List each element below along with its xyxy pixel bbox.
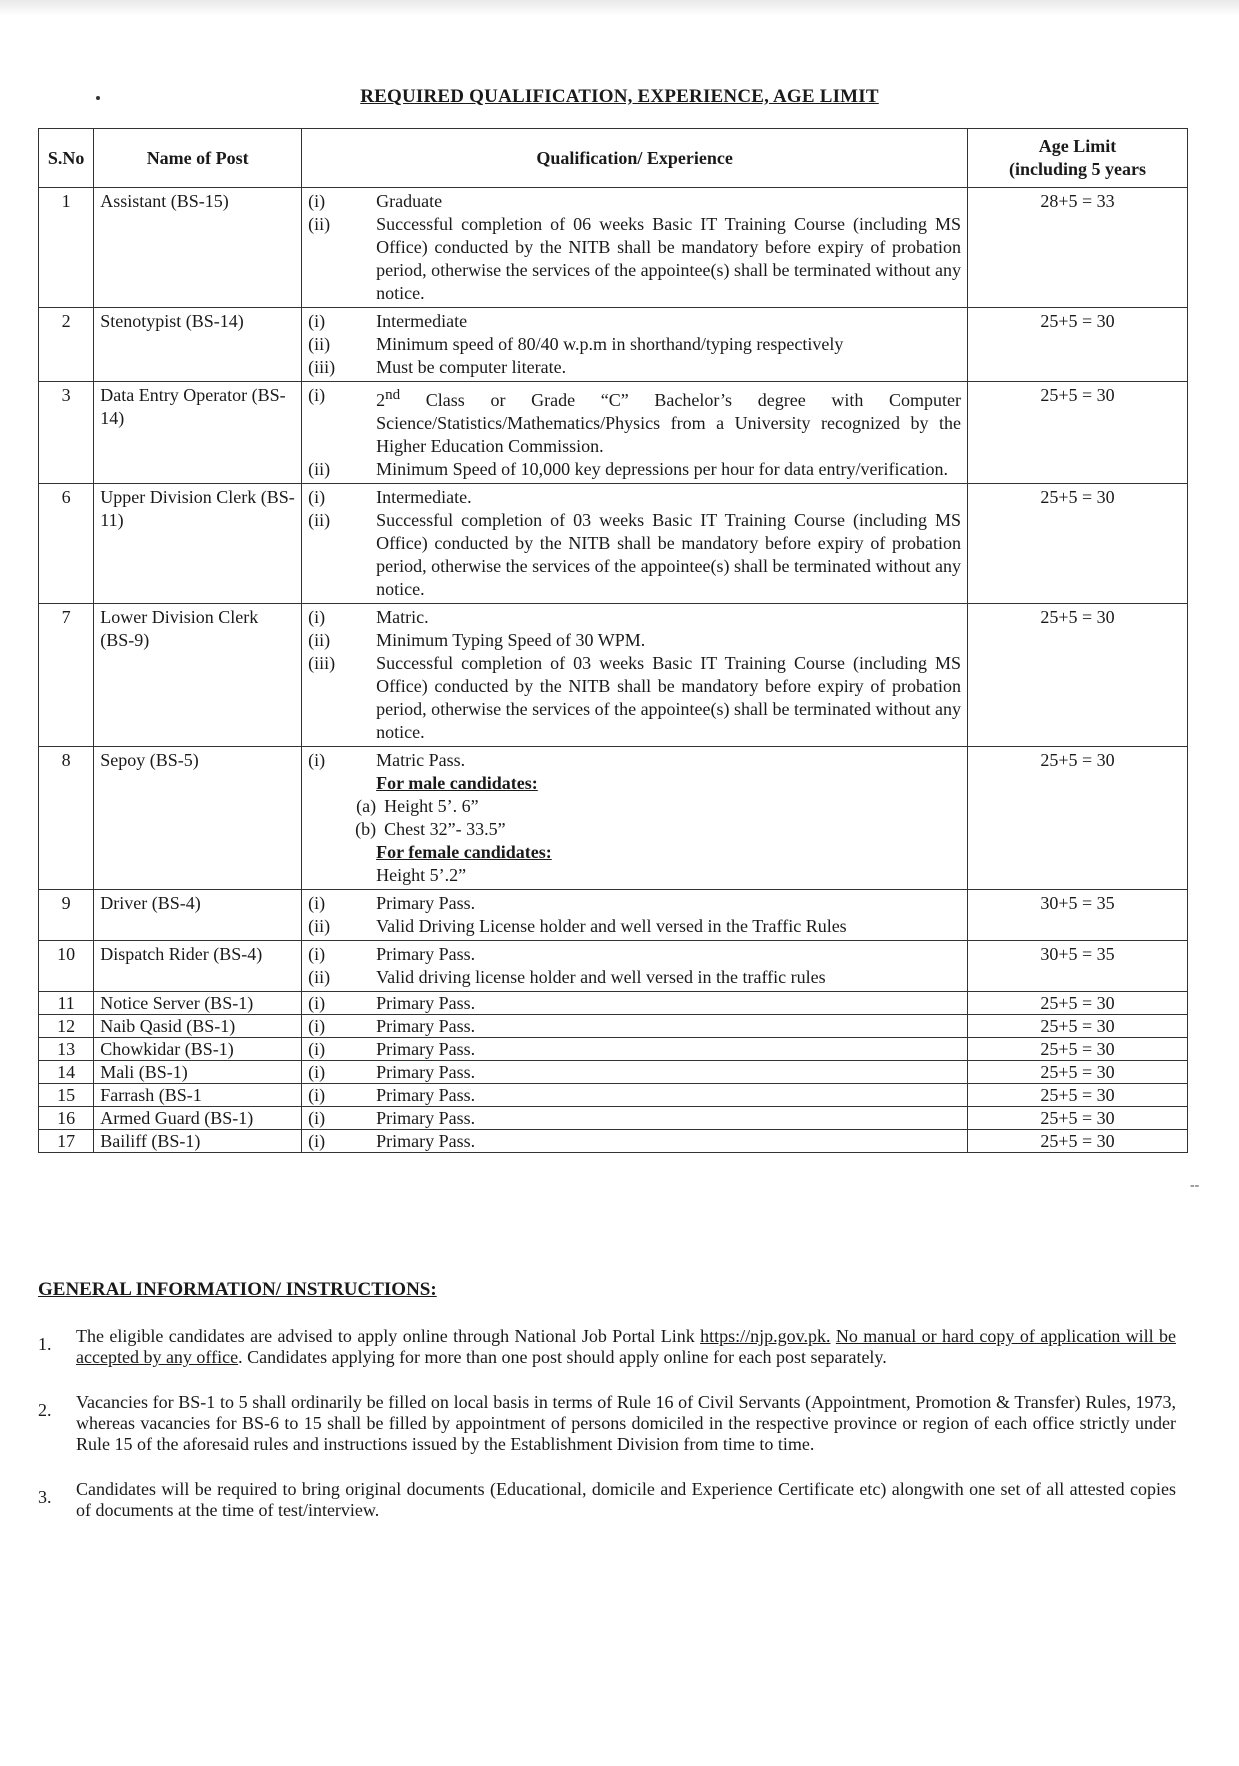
qualification-text: Intermediate xyxy=(376,311,468,331)
row-sno: 9 xyxy=(39,890,94,941)
row-sno: 16 xyxy=(39,1107,94,1130)
general-info-item xyxy=(38,1392,1176,1455)
qualification-marker: (i) xyxy=(308,750,326,770)
row-qualification xyxy=(302,890,968,941)
male-requirement-marker: (a) xyxy=(356,796,377,816)
qualification-text-rest: Class or Grade “C” Bachelor’s degree with Computer Science/Statistics/Mathematics/Physics from a University recognized by the Higher Education Commission. xyxy=(376,390,962,456)
row-age-limit: 25+5 = 30 xyxy=(968,604,1188,747)
table-row xyxy=(39,1038,1188,1061)
item-text-post: . Candidates applying for more than one post should apply online for each post separately. xyxy=(238,1347,887,1367)
qualification-text: Successful completion of 03 weeks Basic IT Training Course (including MS Office) conducted by the NITB shall be mandatory before expiry of probation period, otherwise the services of the appointee(s) shall be terminated without any notice. xyxy=(376,510,962,599)
qualification-marker: (i) xyxy=(308,1085,326,1105)
qualification-line xyxy=(308,356,961,379)
general-info-list xyxy=(38,1326,1176,1545)
scan-edge xyxy=(0,0,1239,16)
row-post-name: Armed Guard (BS-1) xyxy=(94,1107,302,1130)
row-sno: 7 xyxy=(39,604,94,747)
row-qualification xyxy=(302,1130,968,1153)
header-age-line1: Age Limit xyxy=(1038,136,1117,156)
row-post-name: Sepoy (BS-5) xyxy=(94,747,302,890)
qualification-text: Graduate xyxy=(376,191,443,211)
qualification-marker: (i) xyxy=(308,1062,326,1082)
row-sno: 17 xyxy=(39,1130,94,1153)
male-requirement-marker: (b) xyxy=(355,819,377,839)
qualification-marker: (i) xyxy=(308,1131,326,1151)
row-post-name: Dispatch Rider (BS-4) xyxy=(94,941,302,992)
row-qualification xyxy=(302,484,968,604)
qualification-marker: (ii) xyxy=(308,459,331,479)
row-post-name: Lower Division Clerk (BS-9) xyxy=(94,604,302,747)
item-number: 1. xyxy=(38,1334,52,1354)
row-age-limit: 30+5 = 35 xyxy=(968,890,1188,941)
qualification-line xyxy=(308,1039,961,1059)
male-requirement-text: Height 5’. 6” xyxy=(384,796,479,816)
qualification-line xyxy=(308,1131,961,1151)
header-qualification: Qualification/ Experience xyxy=(302,129,968,188)
qualification-marker: (i) xyxy=(308,385,326,405)
qualification-marker: (i) xyxy=(308,191,326,211)
qualification-marker: (i) xyxy=(308,944,326,964)
row-sno: 1 xyxy=(39,188,94,308)
header-post: Name of Post xyxy=(94,129,302,188)
header-age-line2: (including 5 years xyxy=(1009,159,1147,179)
qualification-text: Primary Pass. xyxy=(376,1131,476,1151)
table-row xyxy=(39,992,1188,1015)
row-post-name: Stenotypist (BS-14) xyxy=(94,308,302,382)
qualification-line xyxy=(308,943,961,966)
qualification-text: Primary Pass. xyxy=(376,1016,476,1036)
qualification-text: Primary Pass. xyxy=(376,1062,476,1082)
male-requirement xyxy=(308,795,961,818)
row-sno: 15 xyxy=(39,1084,94,1107)
row-qualification xyxy=(302,604,968,747)
qualification-text: Primary Pass. xyxy=(376,1039,476,1059)
qualification-marker: (i) xyxy=(308,311,326,331)
row-post-name: Assistant (BS-15) xyxy=(94,188,302,308)
row-sno: 8 xyxy=(39,747,94,890)
item-text-underlined: No manual or hard copy of application will be accepted by any office xyxy=(76,1326,1177,1367)
row-qualification xyxy=(302,941,968,992)
qualification-text: Valid driving license holder and well versed in the traffic rules xyxy=(376,967,826,987)
row-post-name: Naib Qasid (BS-1) xyxy=(94,1015,302,1038)
row-sno: 14 xyxy=(39,1061,94,1084)
qualification-text: Primary Pass. xyxy=(376,893,476,913)
table-row xyxy=(39,382,1188,484)
spacer xyxy=(308,841,376,864)
qualification-line xyxy=(308,190,961,213)
row-sno: 2 xyxy=(39,308,94,382)
qualification-marker: (i) xyxy=(308,1016,326,1036)
row-post-name: Bailiff (BS-1) xyxy=(94,1130,302,1153)
row-qualification xyxy=(302,1015,968,1038)
row-qualification xyxy=(302,188,968,308)
qualification-line xyxy=(308,486,961,509)
qualification-text-sup: nd xyxy=(385,387,401,403)
row-age-limit: 25+5 = 30 xyxy=(968,1084,1188,1107)
qualification-line xyxy=(308,458,961,481)
qualification-text: Primary Pass. xyxy=(376,1108,476,1128)
spacer xyxy=(308,772,376,795)
row-age-limit: 25+5 = 30 xyxy=(968,484,1188,604)
qualification-marker: (ii) xyxy=(308,967,331,987)
qualification-line xyxy=(308,310,961,333)
row-post-name: Driver (BS-4) xyxy=(94,890,302,941)
table-row xyxy=(39,1061,1188,1084)
row-sno: 10 xyxy=(39,941,94,992)
male-requirement-text: Chest 32”- 33.5” xyxy=(384,819,506,839)
female-requirement-text: Height 5’.2” xyxy=(376,865,467,885)
qualification-line xyxy=(308,1108,961,1128)
item-text: Vacancies for BS-1 to 5 shall ordinarily be filled on local basis in terms of Rule 16 of Civil Servants (Appointment, Promotion & Transfer) Rules, 1973, whereas vacancies for BS-6 to 15 shall be filled by appointment of persons domiciled in the respective province or region of each office strictly under Rule 15 of the aforesaid rules and instructions issued by the Establishment Division from time to time. xyxy=(76,1392,1176,1454)
table-row xyxy=(39,308,1188,382)
qualification-text-pre: 2 xyxy=(376,390,386,410)
qualification-line xyxy=(308,1085,961,1105)
table-row xyxy=(39,1130,1188,1153)
qualification-marker: (ii) xyxy=(308,916,331,936)
row-qualification xyxy=(302,1061,968,1084)
row-age-limit: 25+5 = 30 xyxy=(968,747,1188,890)
margin-mark: -- xyxy=(1190,1178,1200,1193)
qualification-line xyxy=(308,993,961,1013)
qualification-text: Primary Pass. xyxy=(376,1085,476,1105)
row-qualification xyxy=(302,1107,968,1130)
qualification-text: Primary Pass. xyxy=(376,944,476,964)
female-heading-line xyxy=(308,841,961,864)
qualification-marker: (i) xyxy=(308,487,326,507)
qualification-marker: (i) xyxy=(308,893,326,913)
qualification-marker: (i) xyxy=(308,993,326,1013)
table-row xyxy=(39,484,1188,604)
header-sno: S.No xyxy=(39,129,94,188)
qualification-text: Intermediate. xyxy=(376,487,472,507)
row-qualification xyxy=(302,1038,968,1061)
row-age-limit: 25+5 = 30 xyxy=(968,1038,1188,1061)
qualification-line xyxy=(308,333,961,356)
qualification-text: Must be computer literate. xyxy=(376,357,567,377)
row-age-limit: 25+5 = 30 xyxy=(968,308,1188,382)
row-sno: 6 xyxy=(39,484,94,604)
table-row xyxy=(39,941,1188,992)
qualification-line xyxy=(308,509,961,601)
item-number: 3. xyxy=(38,1487,52,1507)
row-sno: 3 xyxy=(39,382,94,484)
row-post-name: Mali (BS-1) xyxy=(94,1061,302,1084)
row-qualification xyxy=(302,1084,968,1107)
qualification-line xyxy=(308,629,961,652)
qualification-line xyxy=(308,892,961,915)
row-sno: 12 xyxy=(39,1015,94,1038)
general-info-heading: GENERAL INFORMATION/ INSTRUCTIONS: xyxy=(38,1279,437,1300)
qualification-line xyxy=(308,213,961,305)
qualification-text: Primary Pass. xyxy=(376,993,476,1013)
row-sno: 13 xyxy=(39,1038,94,1061)
qualification-marker: (i) xyxy=(308,1108,326,1128)
row-post-name: Chowkidar (BS-1) xyxy=(94,1038,302,1061)
table-body xyxy=(39,188,1188,1153)
qualification-text: Minimum Speed of 10,000 key depressions per hour for data entry/verification. xyxy=(376,459,948,479)
table-row xyxy=(39,1015,1188,1038)
qualification-text: Minimum speed of 80/40 w.p.m in shorthand/typing respectively xyxy=(376,334,844,354)
qualification-marker: (i) xyxy=(308,1039,326,1059)
qualification-text: Successful completion of 06 weeks Basic IT Training Course (including MS Office) conducted by the NITB shall be mandatory before expiry of probation period, otherwise the services of the appointee(s) shall be terminated without any notice. xyxy=(376,214,962,303)
qualification-line xyxy=(308,749,961,772)
table-row xyxy=(39,188,1188,308)
general-info-item xyxy=(38,1479,1176,1521)
spacer xyxy=(308,864,376,887)
njp-link[interactable]: https://njp.gov.pk. xyxy=(700,1326,831,1346)
qualification-marker: (ii) xyxy=(308,510,331,530)
header-age-limit xyxy=(968,129,1188,188)
general-info-item xyxy=(38,1326,1176,1368)
page-title: REQUIRED QUALIFICATION, EXPERIENCE, AGE LIMIT xyxy=(360,86,879,107)
row-age-limit: 25+5 = 30 xyxy=(968,1107,1188,1130)
female-requirement xyxy=(308,864,961,887)
male-candidates-heading: For male candidates: xyxy=(376,773,538,793)
qualification-marker: (i) xyxy=(308,607,326,627)
row-age-limit: 25+5 = 30 xyxy=(968,992,1188,1015)
qualification-marker: (iii) xyxy=(308,357,336,377)
qualification-line xyxy=(308,966,961,989)
qualification-text: Matric Pass. xyxy=(376,750,466,770)
row-qualification xyxy=(302,382,968,484)
row-age-limit: 25+5 = 30 xyxy=(968,1061,1188,1084)
qualification-line xyxy=(308,384,961,458)
qualification-line xyxy=(308,1062,961,1082)
table-row xyxy=(39,1107,1188,1130)
row-post-name: Farrash (BS-1 xyxy=(94,1084,302,1107)
qualification-text: Successful completion of 03 weeks Basic IT Training Course (including MS Office) conducted by the NITB shall be mandatory before expiry of probation period, otherwise the services of the appointee(s) shall be terminated without any notice. xyxy=(376,653,962,742)
row-qualification xyxy=(302,747,968,890)
item-text xyxy=(76,1326,1176,1368)
row-age-limit: 25+5 = 30 xyxy=(968,382,1188,484)
row-age-limit: 28+5 = 33 xyxy=(968,188,1188,308)
item-text: Candidates will be required to bring original documents (Educational, domicile and Experience Certificate etc) alongwith one set of all attested copies of documents at the time of test/interview. xyxy=(76,1479,1176,1520)
row-post-name: Notice Server (BS-1) xyxy=(94,992,302,1015)
table-header-row xyxy=(39,129,1188,188)
qualification-text: Matric. xyxy=(376,607,429,627)
table-row xyxy=(39,1084,1188,1107)
row-qualification xyxy=(302,992,968,1015)
male-heading-line xyxy=(308,772,961,795)
qualification-text: Valid Driving License holder and well versed in the Traffic Rules xyxy=(376,916,847,936)
row-post-name: Upper Division Clerk (BS-11) xyxy=(94,484,302,604)
qualification-line xyxy=(308,915,961,938)
qualification-line xyxy=(308,606,961,629)
qualification-line xyxy=(308,652,961,744)
qualification-marker: (iii) xyxy=(308,653,336,673)
qualification-marker: (ii) xyxy=(308,334,331,354)
row-sno: 11 xyxy=(39,992,94,1015)
row-post-name: Data Entry Operator (BS-14) xyxy=(94,382,302,484)
row-qualification xyxy=(302,308,968,382)
row-age-limit: 25+5 = 30 xyxy=(968,1130,1188,1153)
item-number: 2. xyxy=(38,1400,52,1420)
qualification-line xyxy=(308,1016,961,1036)
qualification-marker: (ii) xyxy=(308,214,331,234)
qualification-marker: (ii) xyxy=(308,630,331,650)
female-candidates-heading: For female candidates: xyxy=(376,842,552,862)
table-row xyxy=(39,604,1188,747)
qualification-text xyxy=(376,384,961,458)
row-age-limit: 30+5 = 35 xyxy=(968,941,1188,992)
qualification-text: Minimum Typing Speed of 30 WPM. xyxy=(376,630,646,650)
item-text-pre: The eligible candidates are advised to apply online through National Job Portal Link xyxy=(76,1326,701,1346)
row-age-limit: 25+5 = 30 xyxy=(968,1015,1188,1038)
qualification-table xyxy=(38,128,1188,1153)
table-row xyxy=(39,890,1188,941)
male-requirement xyxy=(308,818,961,841)
table-row xyxy=(39,747,1188,890)
